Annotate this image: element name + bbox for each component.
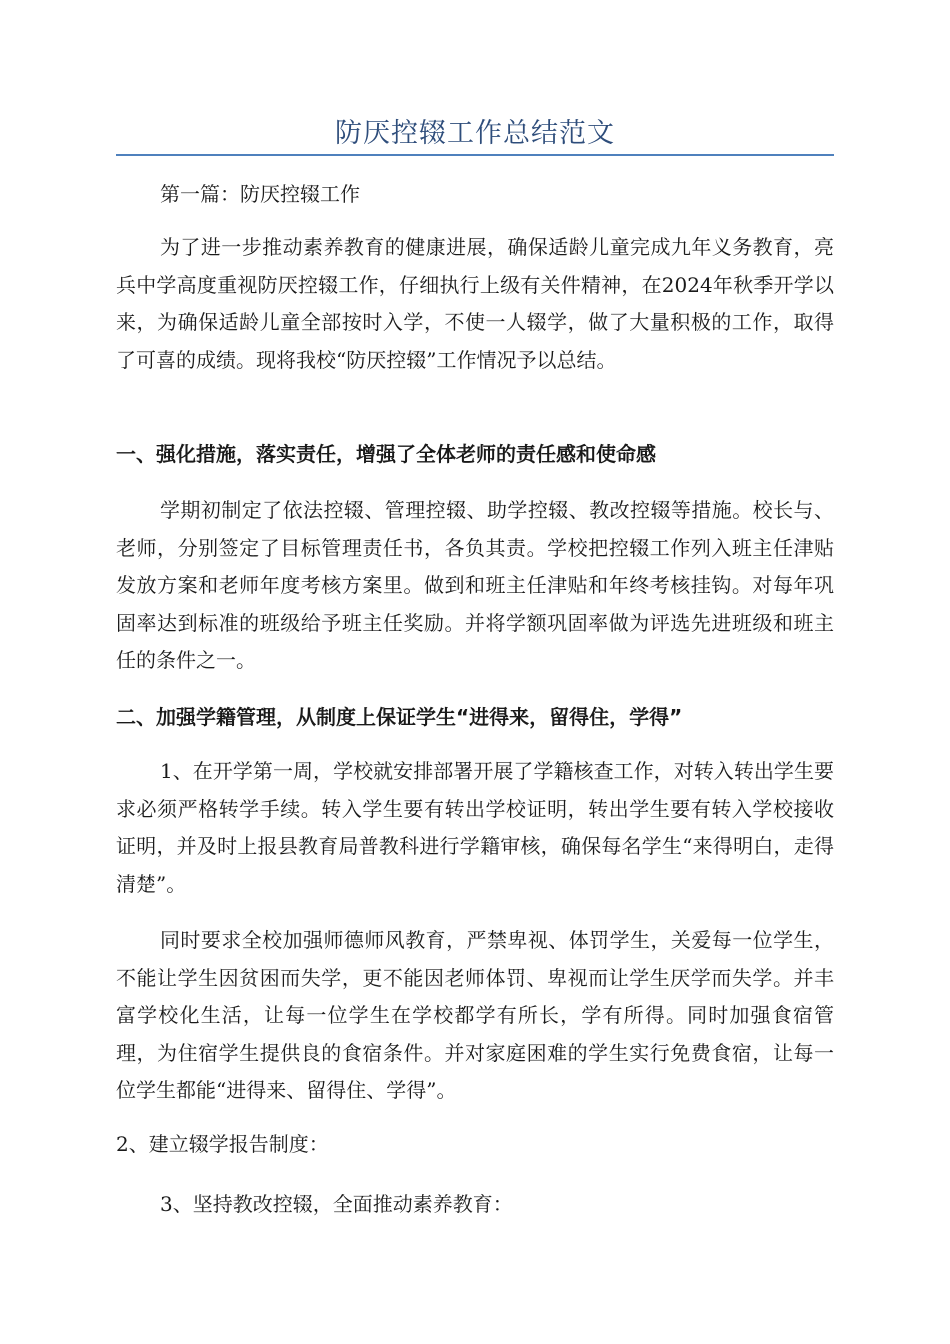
- title-underline: [116, 154, 834, 156]
- section-2-item-1: 1、在开学第一周，学校就安排部署开展了学籍核查工作，对转入转出学生要求必须严格转学手续。转入学生要有转出学校证明，转出学生要有转入学校接收证明，并及时上报县教育局普教科进行学籍审核，确保每名学生“来得明白，走得清楚”。: [116, 759, 834, 896]
- item-2: 2、建立辍学报告制度：: [116, 1132, 329, 1156]
- section-1-heading: 一、强化措施，落实责任，增强了全体老师的责任感和使命感: [116, 442, 656, 466]
- item-3: 3、坚持教改控辍，全面推动素养教育：: [160, 1192, 513, 1216]
- section-1-body: 学期初制定了依法控辍、管理控辍、助学控辍、教改控辍等措施。校长与、老师，分别签定了目标管理责任书，各负其责。学校把控辍工作列入班主任津贴发放方案和老师年度考核方案里。做到和班主任津贴和年终考核挂钩。对每年巩固率达到标准的班级给予班主任奖励。并将学额巩固率做为评选先进班级和班主任的条件之一。: [116, 498, 834, 672]
- part-label: 第一篇：防厌控辍工作: [160, 182, 360, 206]
- section-2-paragraph-2: 同时要求全校加强师德师风教育，严禁卑视、体罚学生，关爱每一位学生，不能让学生因贫困而失学，更不能因老师体罚、卑视而让学生厌学而失学。并丰富学校化生活，让每一位学生在学校都学有所长，学有所得。同时加强食宿管理，为住宿学生提供良的食宿条件。并对家庭困难的学生实行免费食宿，让每一位学生都能“进得来、留得住、学得”。: [116, 928, 834, 1102]
- intro-paragraph: 为了进一步推动素养教育的健康进展，确保适龄儿童完成九年义务教育，亮兵中学高度重视防厌控辍工作，仔细执行上级有关件精神，在2024年秋季开学以来，为确保适龄儿童全部按时入学，不使一人辍学，做了大量积极的工作，取得了可喜的成绩。现将我校“防厌控辍”工作情况予以总结。: [116, 235, 834, 372]
- section-2-heading: 二、加强学籍管理，从制度上保证学生“进得来，留得住，学得”: [116, 705, 683, 729]
- document-title: 防厌控辍工作总结范文: [335, 118, 615, 149]
